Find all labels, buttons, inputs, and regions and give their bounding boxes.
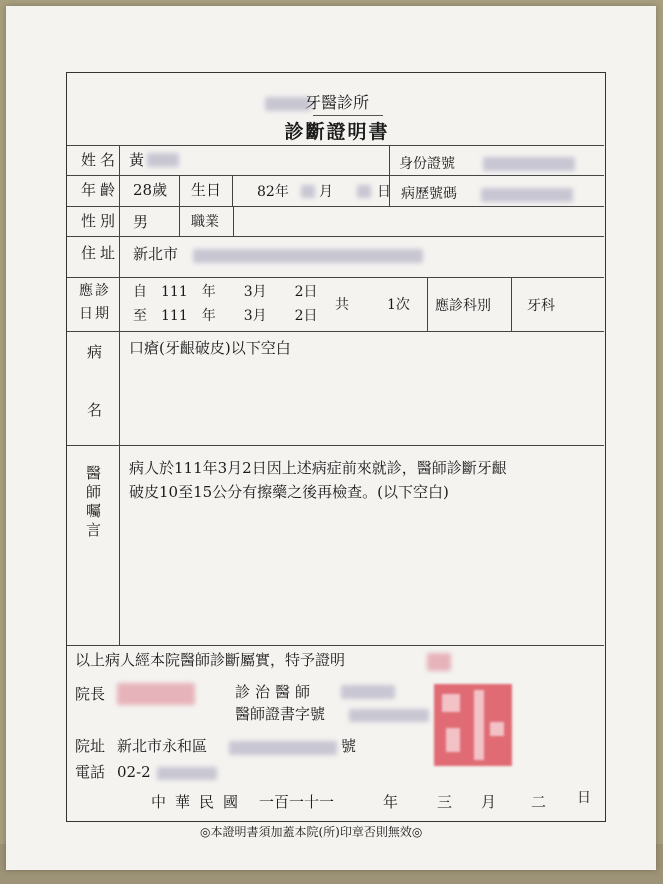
clinic-address: 新北市永和區 [117,737,208,755]
advice-line-1: 病人於111年3月2日因上述病症前來就診，醫師診斷牙齦 [129,459,507,477]
redacted-birth-month [301,185,315,198]
phone-label: 電話 [75,763,106,781]
label-occupation: 職業 [191,214,219,230]
label-birth: 生日 [191,181,222,199]
row-line [67,236,604,237]
redacted-birth-day [357,185,371,198]
license-label: 醫師證書字號 [235,705,326,723]
doctor-label: 診治醫師 [235,683,316,701]
label-department: 應診科別 [435,298,491,314]
document-title: 診斷證明書 [284,121,390,143]
date-char-3: 民 [199,793,215,811]
label-disease-1: 病 [87,343,103,361]
certification-statement: 以上病人經本院醫師診斷屬實，特予證明 [75,651,346,669]
date-day-value: 二 [531,793,547,811]
col-line [232,175,233,206]
redacted-id-number [483,157,575,171]
row-line [67,175,604,176]
label-record-number: 病歷號碼 [401,186,457,202]
patient-address: 新北市 [133,245,179,263]
label-name: 姓名 [81,151,120,169]
row-line [67,331,604,332]
clinic-phone: 02-2 [117,763,151,781]
label-disease-2: 名 [87,401,103,419]
visit-total-label: 共 [335,297,349,313]
col-line [511,277,512,331]
patient-name: 黃 [129,151,145,169]
label-id-number: 身份證號 [399,156,455,172]
row-line [67,277,604,278]
date-month-value: 三 [437,793,453,811]
row-line [67,645,604,646]
redacted-doctor [341,685,395,699]
label-sex: 性別 [81,212,120,230]
clinic-address-suffix: 號 [341,737,357,755]
birth-day: 日 [377,184,391,200]
patient-age: 28歲 [133,181,168,199]
clinic-address-label: 院址 [75,737,106,755]
redacted-name [147,153,179,167]
birth-month: 月 [319,184,333,200]
label-visit-1: 應診 [79,283,111,299]
date-char-2: 華 [175,793,191,811]
date-month-label: 月 [481,793,497,811]
date-char-4: 國 [223,793,239,811]
clinic-name-underline [313,115,383,116]
row-line [67,445,604,446]
clinic-seal-stamp [434,684,512,766]
date-year-value: 一百一十一 [259,793,335,811]
redacted-mark [427,653,451,671]
label-visit-2: 日期 [79,306,111,322]
row-line [67,206,604,207]
director-label: 院長 [75,685,106,703]
date-day-label: 日 [577,790,591,806]
redacted-phone [157,767,217,780]
col-line [233,206,234,236]
date-year-label: 年 [383,793,399,811]
certificate-frame [66,72,606,822]
certificate-paper [6,6,656,870]
redacted-director [117,683,195,705]
diagnosis: 口瘡(牙齦破皮)以下空白 [129,339,291,357]
redacted-address [193,249,423,263]
col-line [179,175,180,236]
row-line [67,145,604,146]
footer-note: ◎本證明書須加蓋本院(所)印章否則無效◎ [200,825,423,839]
birth-year: 82年 [257,184,289,200]
redacted-clinic-address [229,741,337,755]
department: 牙科 [527,298,555,314]
patient-sex: 男 [133,213,149,231]
redacted-record-number [481,188,573,202]
visit-count: 1次 [387,297,410,313]
col-line [427,277,428,331]
advice-line-2: 破皮10至15公分有擦藥之後再檢查。(以下空白) [129,483,449,501]
label-column-line [119,145,120,645]
clinic-name: 牙醫診所 [304,93,369,112]
date-char-1: 中 [151,793,167,811]
label-address: 住址 [81,244,120,262]
visit-to: 至 111 年 3月 2日 [133,308,318,324]
redacted-license [349,709,429,722]
visit-from: 自 111 年 3月 2日 [133,284,318,300]
label-age: 年齡 [81,181,120,199]
label-advice: 醫師囑言 [84,465,102,541]
